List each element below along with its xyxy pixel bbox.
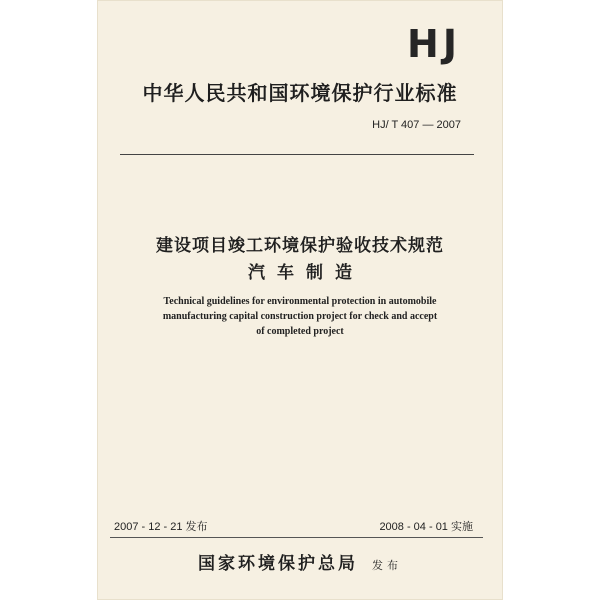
document-title-cn: 建设项目竣工环境保护验收技术规范: [156, 236, 444, 256]
hj-logo: HJ: [407, 22, 461, 66]
document-cover: [97, 0, 503, 600]
footer-divider: [110, 537, 483, 538]
issue-date: 2007 - 12 - 21 发布: [114, 521, 208, 533]
document-subtitle-cn: 汽车制造: [248, 263, 364, 283]
implementation-date: 2008 - 04 - 01 实施: [379, 521, 473, 533]
publisher: [97, 549, 503, 574]
standard-category-title: 中华人民共和国环境保护行业标准: [142, 81, 458, 105]
title-en-line-2: manufacturing capital construction project for check and accept: [162, 311, 438, 322]
header-divider: [120, 154, 474, 155]
document-title-en: [97, 294, 503, 339]
publisher-suffix: 发布: [372, 559, 402, 572]
title-en-line-1: Technical guidelines for environmental protection in automobile: [163, 296, 437, 307]
standard-number: HJ/ T 407 — 2007: [372, 119, 461, 131]
title-en-line-3: of completed project: [256, 326, 344, 337]
publisher-name: 国家环境保护总局: [198, 554, 358, 574]
